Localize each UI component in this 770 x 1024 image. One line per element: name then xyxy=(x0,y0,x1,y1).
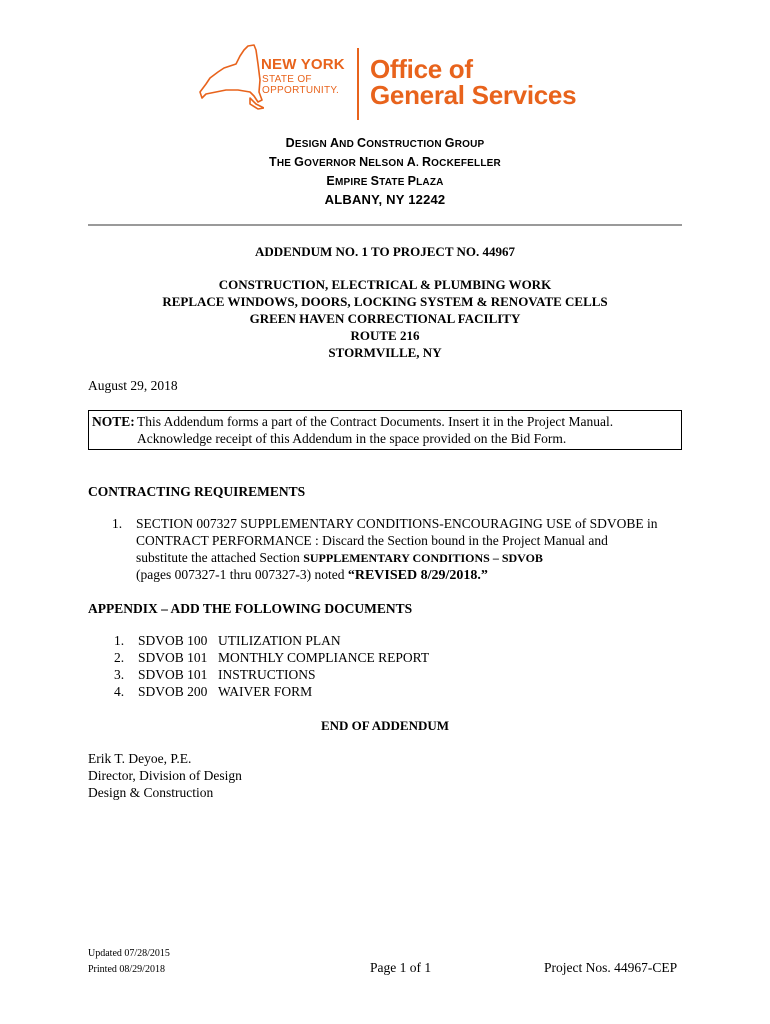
note-line-1: This Addendum forms a part of the Contract Documents. Insert it in the Project Manual. xyxy=(137,414,614,429)
contracting-item-number: 1. xyxy=(112,516,123,531)
ogs-logo xyxy=(198,40,588,120)
address-line-1: DESIGN AND CONSTRUCTION GROUP xyxy=(285,136,485,150)
list-item: 2. SDVOB 101 MONTHLY COMPLIANCE REPORT xyxy=(114,650,430,665)
project-line-5: STORMVILLE, NY xyxy=(328,345,442,360)
document-date: August 29, 2018 xyxy=(88,378,178,393)
contracting-heading: CONTRACTING REQUIREMENTS xyxy=(88,484,306,499)
address-line-2: THE GOVERNOR NELSON A. ROCKEFELLER xyxy=(269,155,501,169)
ogs-title-2: General Services xyxy=(370,80,577,110)
contracting-line-4: (pages 007327-1 thru 007327-3) noted “REVISED 8/29/2018.” xyxy=(136,567,488,583)
footer-project-number: Project Nos. 44967-CEP xyxy=(544,960,678,975)
contracting-line-3: substitute the attached Section SUPPLEMENTARY CONDITIONS – SDVOB xyxy=(136,550,543,565)
list-item: 1. SDVOB 100 UTILIZATION PLAN xyxy=(114,633,341,648)
signatory-name: Erik T. Deyoe, P.E. xyxy=(88,751,192,766)
project-line-4: ROUTE 216 xyxy=(350,328,420,343)
logo-divider xyxy=(357,48,359,120)
addendum-title: ADDENDUM NO. 1 TO PROJECT NO. 44967 xyxy=(254,244,516,259)
footer-printed: Printed 08/29/2018 xyxy=(88,964,165,975)
project-line-3: GREEN HAVEN CORRECTIONAL FACILITY xyxy=(249,311,521,326)
list-item: 3. SDVOB 101 INSTRUCTIONS xyxy=(114,667,316,682)
signatory-department: Design & Construction xyxy=(88,785,214,800)
note-line-2: Acknowledge receipt of this Addendum in the space provided on the Bid Form. xyxy=(137,431,567,446)
footer-page-number: Page 1 of 1 xyxy=(370,960,432,975)
footer-updated: Updated 07/28/2015 xyxy=(88,948,170,959)
contracting-line-1: SECTION 007327 SUPPLEMENTARY CONDITIONS-ENCOURAGING USE of SDVOBE in xyxy=(136,516,658,531)
contracting-line-2: CONTRACT PERFORMANCE : Discard the Section bound in the Project Manual and xyxy=(136,533,608,548)
section-title: SUPPLEMENTARY CONDITIONS – SDVOB xyxy=(303,551,543,565)
address-line-4: ALBANY, NY 12242 xyxy=(324,192,446,207)
note-box xyxy=(88,410,682,450)
signatory-title: Director, Division of Design xyxy=(88,768,242,783)
appendix-heading: APPENDIX – ADD THE FOLLOWING DOCUMENTS xyxy=(88,601,413,616)
ny-subtitle-1: STATE OF xyxy=(262,74,312,85)
project-line-2: REPLACE WINDOWS, DOORS, LOCKING SYSTEM & RENOVATE CELLS xyxy=(162,294,608,309)
end-of-addendum: END OF ADDENDUM xyxy=(320,718,450,733)
note-label: NOTE: xyxy=(92,414,135,429)
ny-title: NEW YORK xyxy=(261,56,345,73)
ogs-title-1: Office of xyxy=(370,54,473,84)
revised-note: “REVISED 8/29/2018.” xyxy=(347,568,488,583)
project-line-1: CONSTRUCTION, ELECTRICAL & PLUMBING WORK xyxy=(218,277,552,292)
list-item: 4. SDVOB 200 WAIVER FORM xyxy=(114,684,313,699)
ny-subtitle-2: OPPORTUNITY. xyxy=(262,85,340,96)
header-rule xyxy=(88,224,682,226)
new-york-state-map-icon xyxy=(198,42,264,112)
address-line-3: EMPIRE STATE PLAZA xyxy=(326,174,444,188)
